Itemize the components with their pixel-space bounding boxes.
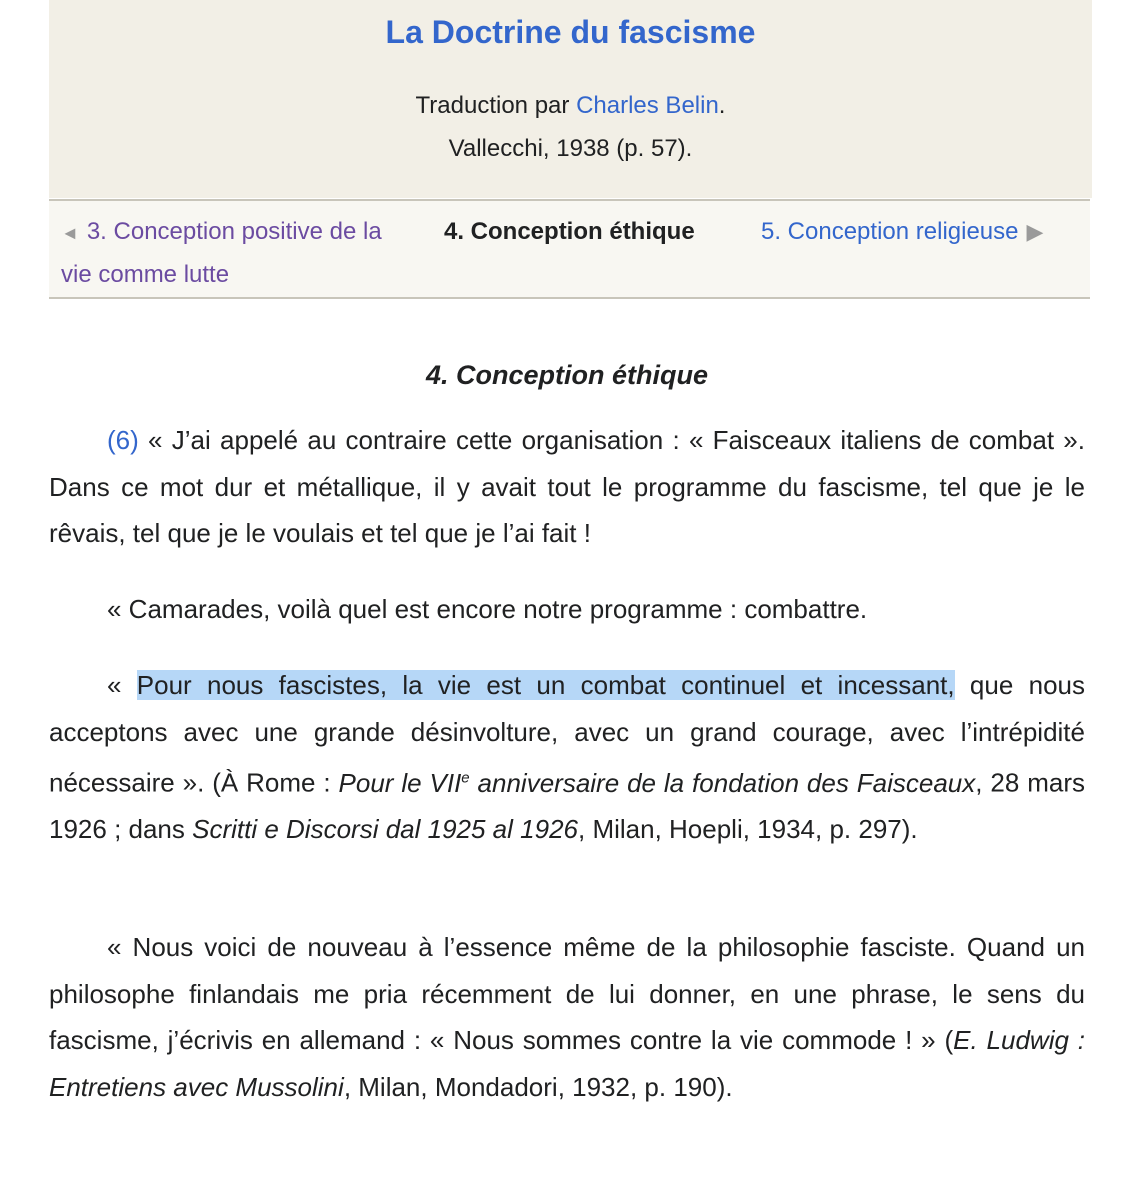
translator-link[interactable]: Charles Belin <box>576 92 719 119</box>
work-title[interactable]: La Doctrine du fascisme <box>385 14 756 50</box>
chapter-navigation <box>49 199 1090 299</box>
section-heading: 4. Conception éthique <box>425 360 708 390</box>
right-arrow-icon: ▶ <box>1026 219 1044 244</box>
work-title-scritti: Scritti e Discorsi dal 1925 al 1926 <box>192 814 578 845</box>
quote-open: « <box>107 670 137 700</box>
work-title-ludwig: E. Ludwig : Entretiens avec Mussolini <box>49 1025 1085 1102</box>
translation-prefix: Traduction par <box>415 92 577 119</box>
paragraph-3 <box>49 662 1085 853</box>
paragraph-3-text: que nous acceptons avec une grande désinvolture, avec un grand courage, avec l’intrépidité nécessaire ». (À Rome : <box>49 670 1085 798</box>
paragraph-1-text: « J’ai appelé au contraire cette organisation : « Faisceaux italiens de combat ». Dans ce mot dur et métallique, il y avait tout le programme du fascisme, tel que je le rêvais, tel que je le voulais et tel que je l’ai fait ! <box>49 425 1085 548</box>
highlighted-text: Pour nous fascistes, la vie est un combat continuel et incessant, <box>136 670 955 700</box>
footnote-ref-link[interactable]: (6) <box>107 425 139 455</box>
ordinal-superscript: e <box>461 769 470 786</box>
left-arrow-icon: ◄ <box>61 223 79 243</box>
translation-suffix: . <box>718 92 726 119</box>
paragraph-4-text: « Nous voici de nouveau à l’essence même de la philosophie fasciste. Quand un philosophe finlandais me pria récemment de lui donner, en une phrase, le sens du fascisme, j’écrivis en allemand : « Nous sommes contre la vie commode ! » ( <box>49 932 1085 1055</box>
work-title-italic <box>339 768 976 798</box>
citation-end: , Milan, Hoepli, 1934, p. 297). <box>578 814 918 845</box>
paragraph-2: « Camarades, voilà quel est encore notre programme : combattre. <box>107 594 868 624</box>
work-title-part-a: Pour le VII <box>338 767 462 798</box>
citation-middle: , 28 mars 1926 ; dans <box>49 767 1085 845</box>
paragraph-4-citation-end: , Milan, Mondadori, 1932, p. 190). <box>343 1071 733 1102</box>
current-chapter-label: 4. Conception éthique <box>444 218 695 245</box>
paragraph-4 <box>49 924 1085 1110</box>
work-title-part-b: anniversaire de la fondation des Faisceaux <box>469 767 976 798</box>
previous-chapter-label: 3. Conception positive de la vie comme lutte <box>61 218 382 288</box>
next-chapter-label: 5. Conception religieuse <box>761 218 1019 245</box>
translation-line <box>49 92 1092 120</box>
next-chapter-link[interactable] <box>761 211 1043 253</box>
work-header <box>49 0 1092 198</box>
previous-chapter-link[interactable] <box>61 211 401 296</box>
paragraph-1 <box>49 417 1085 557</box>
publication-info: Vallecchi, 1938 (p. 57). <box>448 135 693 162</box>
